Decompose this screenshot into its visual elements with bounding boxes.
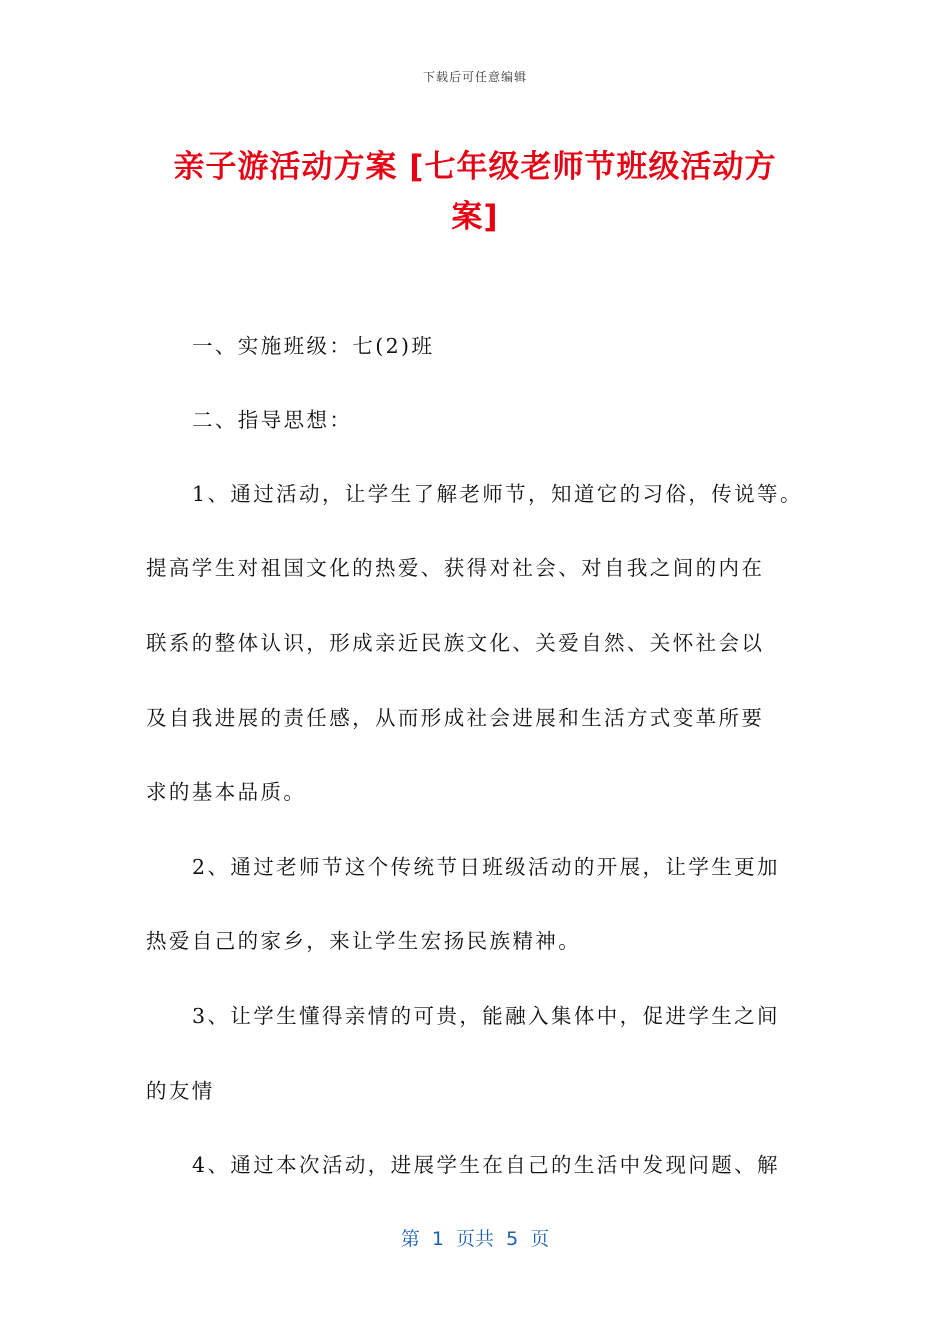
paragraph-line: 及自我进展的责任感，从而形成社会进展和生活方式变革所要: [146, 706, 765, 730]
paragraph-line: 3、让学生懂得亲情的可贵，能融入集体中，促进学生之间: [192, 1004, 780, 1028]
page-footer: 第 1 页共 5 页: [400, 1228, 550, 1250]
paragraph-line: 的友情: [146, 1079, 215, 1103]
paragraph-line: 一、实施班级：七(2)班: [192, 334, 435, 358]
paragraph-line: 求的基本品质。: [146, 780, 307, 804]
title-line-2: 案]: [451, 199, 499, 235]
paragraph-line: 联系的整体认识，形成亲近民族文化、关爱自然、关怀社会以: [146, 631, 765, 655]
paragraph-line: 1、通过活动，让学生了解老师节，知道它的习俗，传说等。: [192, 482, 803, 506]
paragraph-line: 热爱自己的家乡，来让学生宏扬民族精神。: [146, 929, 582, 953]
title-line-1: 亲子游活动方案 [七年级老师节班级活动方: [173, 149, 777, 185]
paragraph-line: 2、通过老师节这个传统节日班级活动的开展，让学生更加: [192, 855, 780, 879]
paragraph-line: 4、通过本次活动，进展学生在自己的生活中发现问题、解: [192, 1153, 780, 1177]
paragraph-line: 提高学生对祖国文化的热爱、获得对社会、对自我之间的内在: [146, 556, 765, 580]
paragraph-line: 二、指导思想：: [192, 408, 353, 432]
document-title: [140, 142, 810, 242]
header-note: 下载后可任意编辑: [422, 70, 527, 84]
